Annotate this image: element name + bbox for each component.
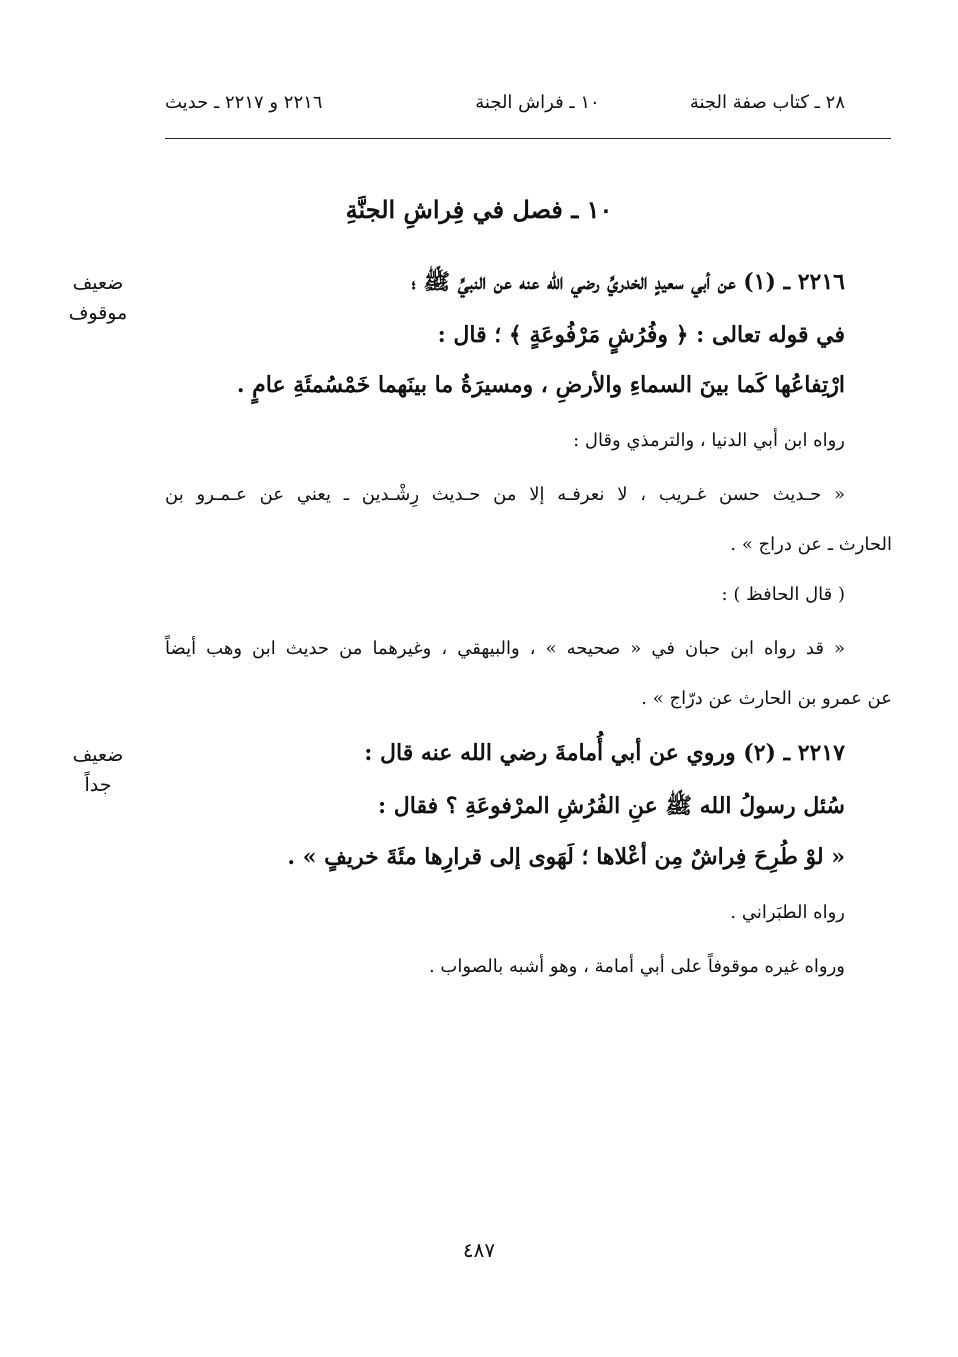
hafiz-remark: ( قال الحافظ ) : [721, 584, 845, 605]
page-number: ٤٨٧ [462, 1238, 496, 1262]
hadith-2216-note-line1: « قد رواه ابن حبان في « صحيحه » ، والبيهقي ، وغيرهما من حديث ابن وهب أيضاً [165, 638, 845, 659]
hadith-2217-line1: ٢٢١٧ ـ (٢) وروي عن أبي أُمامةَ رضي الله عنه قال : [364, 740, 845, 766]
grade-weak: ضعيف [72, 744, 124, 766]
grade-very: جداً [84, 774, 112, 796]
section-title: ١٠ ـ فصل في فِراشِ الجنَّةِ [345, 195, 613, 224]
header-rule [165, 138, 891, 139]
grade-note-2216 [48, 268, 148, 328]
running-header-left: ٢٢١٦ و ٢٢١٧ ـ حديث [165, 92, 323, 113]
hadith-2216-quote-line2: الحارث ـ عن دراج » . [730, 534, 892, 555]
hadith-2216-source: رواه ابن أبي الدنيا ، والترمذي وقال : [573, 430, 845, 451]
hadith-2217-note: ورواه غيره موقوفاً على أبي أمامة ، وهو أشبه بالصواب . [428, 956, 845, 977]
grade-mawquf: موقوف [68, 302, 128, 324]
hadith-2216-line3: ارْتِفاعُها كَما بينَ السماءِ والأرضِ ، ومسيرَةُ ما بينَهما خَمْسُمئَةِ عامٍ . [236, 372, 845, 398]
hadith-2217-line2: سُئل رسولُ الله ﷺ عنِ الفُرُشِ المرْفوعَةِ ؟ فقال : [378, 793, 845, 819]
grade-note-2217 [48, 740, 148, 800]
running-header-right: ٢٨ ـ كتاب صفة الجنة [689, 92, 845, 113]
hadith-2216-line1: ٢٢١٦ ـ (١) عن أبي سعيدٍ الخدريِّ رضي الله عنه عن النبيِّ ﷺ ؛ [411, 269, 845, 295]
hadith-2216-quote-line1: « حـديث حسن غـريب ، لا نعرفـه إلا من حـديث رِشْـدين ـ يعني عن عـمـرو بن [165, 484, 845, 505]
running-header-center: ١٠ ـ فراش الجنة [475, 92, 600, 113]
hadith-2216-line2: في قوله تعالى : ﴿ وفُرُشٍ مَرْفُوعَةٍ ﴾ ؛ قال : [437, 322, 845, 348]
grade-weak: ضعيف [72, 272, 124, 294]
hadith-2217-source: رواه الطبَراني . [730, 902, 845, 923]
hadith-2216-note-line2: عن عمرو بن الحارث عن درّاج » . [641, 688, 892, 709]
hadith-2217-line3: « لوْ طُرِحَ فِراشٌ مِن أعْلاها ؛ لَهَوى إلى قرارِها مئَةَ خريفٍ » . [287, 844, 845, 870]
